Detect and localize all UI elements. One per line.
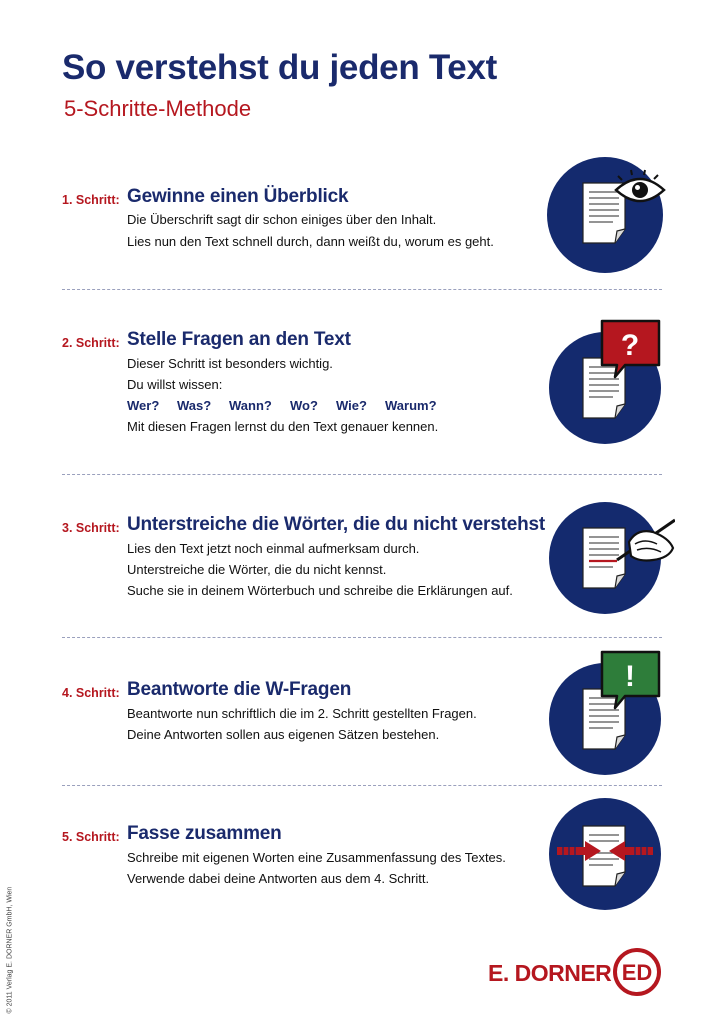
page-subtitle: 5-Schritte-Methode [64,96,252,121]
step-text-line: Deine Antworten sollen aus eigenen Sätzen bestehen. [127,727,440,742]
w-question: Was? [177,398,212,413]
divider [62,474,662,475]
step-text-line: Dieser Schritt ist besonders wichtig. [127,356,333,371]
step-label: 3. Schritt: [62,521,120,535]
w-question: Wann? [229,398,272,413]
step-text-line: Mit diesen Fragen lernst du den Text genauer kennen. [127,419,439,434]
pen-document-icon [545,500,675,630]
w-questions-row [127,398,467,416]
page-title: So verstehst du jeden Text [62,48,497,87]
step-text-line: Du willst wissen: [127,377,223,392]
step-text-line: Lies nun den Text schnell durch, dann weißt du, worum es geht. [127,234,494,249]
step-heading: Stelle Fragen an den Text [127,329,351,350]
w-question: Wie? [336,398,367,413]
question-document-icon [545,316,675,446]
step-label: 4. Schritt: [62,686,120,700]
step-label: 2. Schritt: [62,336,120,350]
logo-text: ED [621,960,653,985]
step-text-line: Suche sie in deinem Wörterbuch und schreibe die Erklärungen auf. [127,583,513,598]
copyright-text: © 2011 Verlag E. DORNER GmbH, Wien [6,886,14,1014]
step-label: 1. Schritt: [62,193,120,207]
step-heading: Beantworte die W-Fragen [127,679,352,700]
w-question: Wo? [290,398,318,413]
question-mark: ? [620,329,640,362]
step-text-line: Die Überschrift sagt dir schon einiges über den Inhalt. [127,212,437,227]
exclamation-mark: ! [625,660,635,693]
ed-logo-icon [612,947,662,997]
step-heading: Gewinne einen Überblick [127,186,349,207]
step-text-line: Schreibe mit eigenen Worten eine Zusammenfassung des Textes. [127,850,506,865]
step-text-line: Beantworte nun schriftlich die im 2. Schritt gestellten Fragen. [127,706,477,721]
step-text-line: Verwende dabei deine Antworten aus dem 4. Schritt. [127,871,430,886]
eye-document-icon [545,155,675,285]
compress-document-icon [545,792,675,922]
step-text-line: Lies den Text jetzt noch einmal aufmerksam durch. [127,541,420,556]
step-text-line: Unterstreiche die Wörter, die du nicht kennst. [127,562,387,577]
exclamation-document-icon [545,647,675,777]
w-question: Warum? [385,398,437,413]
divider [62,637,662,638]
step-heading: Unterstreiche die Wörter, die du nicht verstehst [127,514,546,535]
divider [62,289,662,290]
w-question: Wer? [127,398,160,413]
brand-name: E. DORNER [488,960,612,986]
divider [62,785,662,786]
step-label: 5. Schritt: [62,830,120,844]
step-heading: Fasse zusammen [127,823,282,844]
